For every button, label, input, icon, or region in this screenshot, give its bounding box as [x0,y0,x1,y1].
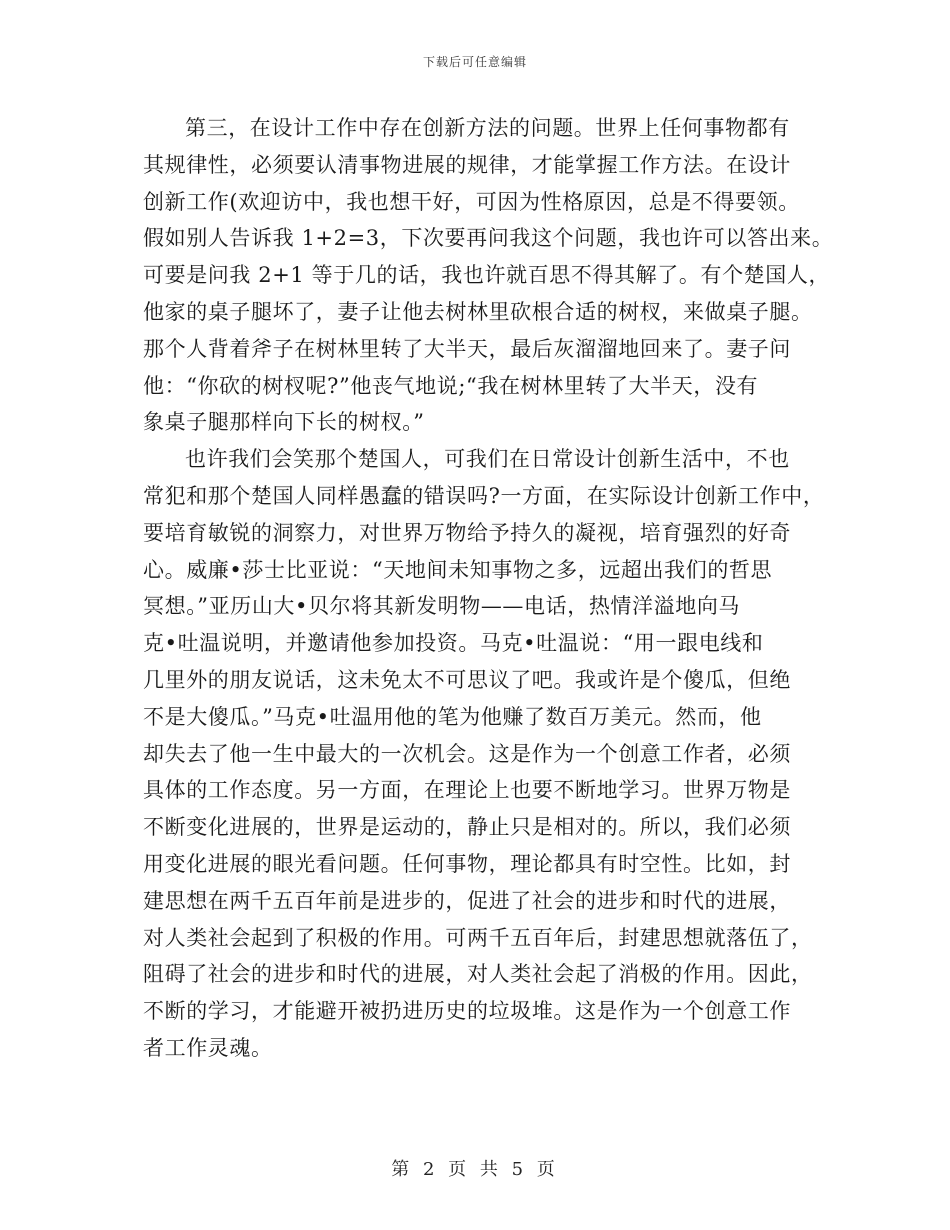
text-line: 那个人背着斧子在树林里转了大半天，最后灰溜溜地回来了。妻子问 [143,336,791,361]
text-line: 者工作灵魂。 [143,1035,273,1060]
text-line: 假如别人告诉我 1+2=3，下次要再问我这个问题，我也许可以答出来。 [143,226,834,251]
text-line: 要培育敏锐的洞察力，对世界万物给予持久的凝视，培育强烈的好奇 [143,520,791,545]
text-line: 其规律性，必须要认清事物进展的规律，才能掌握工作方法。在设计 [143,152,791,177]
text-line: 却失去了他一生中最大的一次机会。这是作为一个创意工作者，必须 [143,741,791,766]
text-line: 建思想在两千五百年前是进步的，促进了社会的进步和时代的进展， [143,888,791,913]
text-line: 不是大傻瓜。”马克•吐温用他的笔为他赚了数百万美元。然而，他 [143,704,762,729]
page-header: 下载后可任意编辑 [422,55,527,69]
text-line: 不断变化进展的，世界是运动的，静止只是相对的。所以，我们必须 [143,815,791,840]
text-line: 对人类社会起到了积极的作用。可两千五百年后，封建思想就落伍了， [143,925,813,950]
text-line: 他：“你砍的树杈呢?”他丧气地说;“我在树林里转了大半天，没有 [143,373,759,398]
text-line: 常犯和那个楚国人同样愚蠢的错误吗?一方面，在实际设计创新工作中， [143,483,825,508]
text-line: 象桌子腿那样向下长的树杈。” [143,410,425,435]
text-line: 创新工作(欢迎访中，我也想干好，可因为性格原因，总是不得要领。 [143,189,800,214]
text-line: 克•吐温说明，并邀请他参加投资。马克•吐温说：“用一跟电线和 [143,631,764,656]
document-body [143,110,834,1067]
text-line: 可要是问我 2+1 等于几的话，我也许就百思不得其解了。有个楚国人， [143,263,831,288]
text-line: 阻碍了社会的进步和时代的进展，对人类社会起了消极的作用。因此， [143,962,813,987]
text-line: 冥想。”亚历山大•贝尔将其新发明物——电话，热情洋溢地向马 [143,594,741,619]
text-line: 第三，在设计工作中存在创新方法的问题。世界上任何事物都有 [185,116,790,140]
text-line: 几里外的朋友说话，这未免太不可思议了吧。我或许是个傻瓜，但绝 [143,667,791,692]
text-line: 具体的工作态度。另一方面，在理论上也要不断地学习。世界万物是 [143,778,791,803]
text-line: 不断的学习，才能避开被扔进历史的垃圾堆。这是作为一个创意工作 [143,999,791,1024]
text-line: 也许我们会笑那个楚国人，可我们在日常设计创新生活中，不也 [185,447,790,472]
text-line: 他家的桌子腿坏了，妻子让他去树林里砍根合适的树杈，来做桌子腿。 [143,299,813,324]
text-line: 心。威廉•莎士比亚说：“天地间未知事物之多，远超出我们的哲思 [143,557,773,582]
text-line: 用变化进展的眼光看问题。任何事物，理论都具有时空性。比如，封 [143,851,791,876]
page-number: 第 2 页 共 5 页 [391,1159,559,1180]
